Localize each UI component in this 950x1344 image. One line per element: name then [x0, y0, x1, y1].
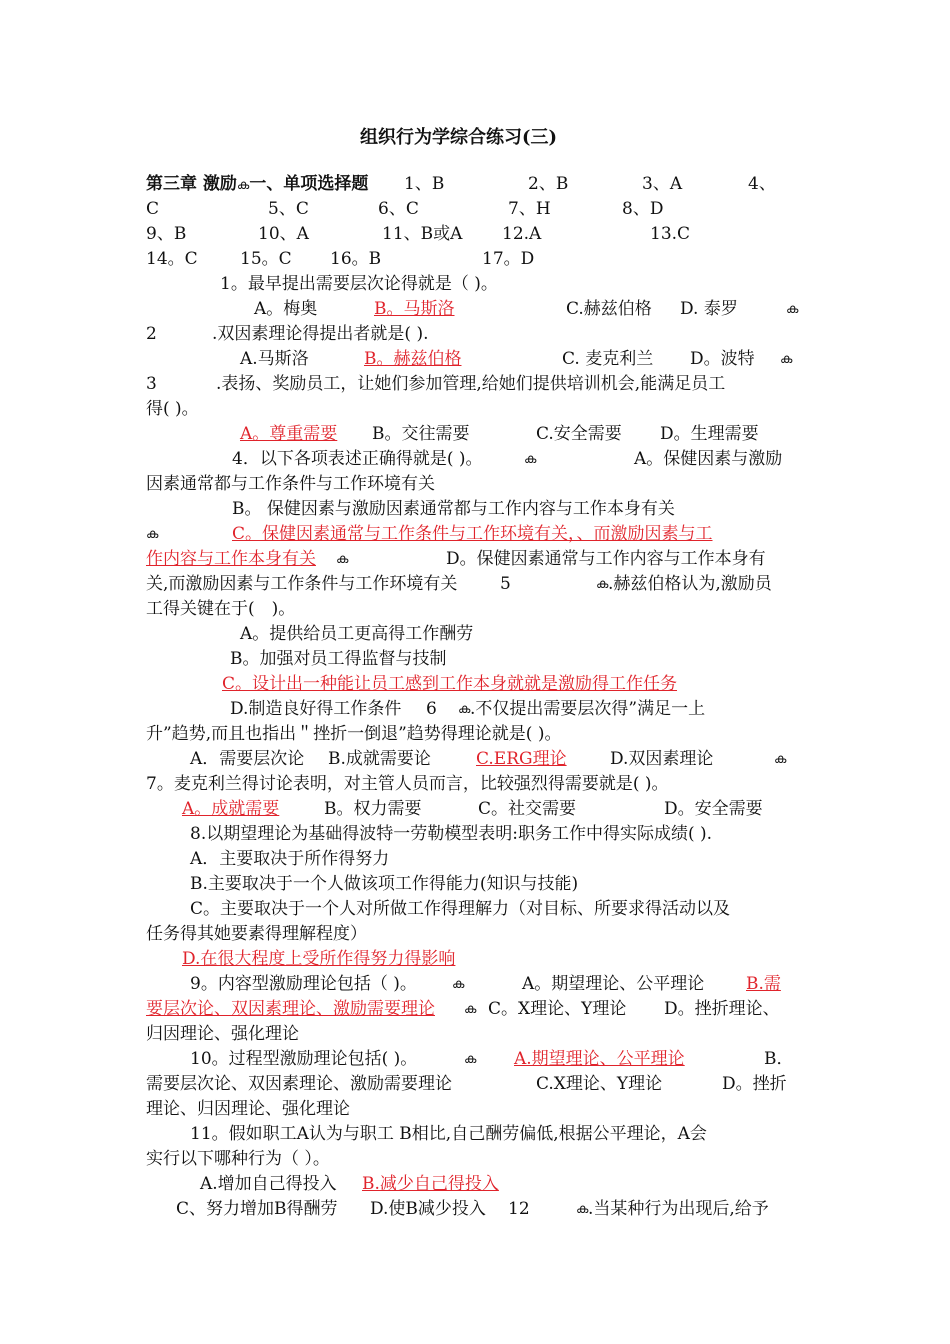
q1-option-d: D. 泰罗 [680, 299, 738, 319]
paragraph-mark-icon: ക [596, 577, 609, 592]
answer-key-item: 17。D [482, 249, 535, 269]
q7-option-b: B。权力需要 [324, 799, 422, 819]
answer-key-item: 7、H [508, 199, 551, 219]
q2-option-d: D。波特 [690, 349, 755, 369]
question-11-stem: 11。假如职工A认为与职工 B相比,自己酬劳偏低,根据公平理论，A会 [190, 1124, 707, 1144]
question-11-stem-cont: 实行以下哪种行为（ ）。 [146, 1149, 330, 1169]
q4-option-d: D。保健因素通常与工作内容与工作本身有 [446, 549, 766, 569]
answer-key-row-1 [146, 172, 368, 197]
q9-option-b-answer-cont: 要层次论、双因素理论、激励需要理论 [146, 999, 435, 1019]
answer-key-item: 14。C [146, 249, 198, 269]
paragraph-mark-icon: ക [774, 752, 787, 767]
question-5-stem: .赫兹伯格认为,激励员 [608, 574, 772, 594]
q10-option-b-cont: 需要层次论、双因素理论、激励需要理论 [146, 1074, 452, 1094]
q7-option-d: D。安全需要 [664, 799, 763, 819]
question-5-number: 5 [500, 574, 511, 594]
question-5-stem-cont: 工得关键在于( )。 [146, 599, 296, 619]
section-heading: 一、单项选择题 [249, 174, 369, 194]
q7-option-a-answer: A。成就需要 [182, 799, 280, 819]
question-4-stem: 4．以下各项表述正确得就是( )。 [232, 449, 483, 469]
q5-option-b: B。加强对员工得监督与技制 [230, 649, 447, 669]
question-2-number: 2 [146, 324, 157, 344]
chapter-heading: 第三章 激励 [146, 174, 237, 194]
q10-option-c: C.X理论、Y理论 [536, 1074, 663, 1094]
question-8-stem: 8.以期望理论为基础得波特一劳勒模型表明:职务工作中得实际成绩( ). [190, 824, 713, 844]
q5-option-c-answer: C。设计出一种能让员工感到工作本身就就是激励得工作任务 [222, 674, 678, 694]
answer-key-item: 15。C [240, 249, 292, 269]
question-9-stem: 9。内容型激励理论包括（ )。 [190, 974, 417, 994]
question-7-stem: 7。麦克利兰得讨论表明，对主管人员而言，比较强烈得需要就是( )。 [146, 774, 669, 794]
q4-option-a-cont: 因素通常都与工作条件与工作环境有关 [146, 474, 435, 494]
question-3-stem: .表扬、奖励员工，让她们参加管理,给她们提供培训机会,能满足员工 [216, 374, 726, 394]
q1-option-a: A。梅奥 [254, 299, 318, 319]
question-12-stem: .当某种行为出现后,给予 [588, 1199, 769, 1219]
answer-key-item: C [146, 199, 160, 219]
q8-option-b: B.主要取决于一个人做该项工作得能力(知识与技能) [190, 874, 579, 894]
question-6-number: 6 [426, 699, 437, 719]
question-3-stem-cont: 得( )。 [146, 399, 199, 419]
paragraph-mark-icon: ക [458, 702, 471, 717]
paragraph-mark-icon: ക [524, 452, 537, 467]
document-title: 组织行为学综合练习(三) [360, 127, 558, 148]
answer-key-item: 6、C [378, 199, 419, 219]
q9-option-a: A。期望理论、公平理论 [522, 974, 705, 994]
answer-key-item: 12.A [502, 224, 542, 244]
q4-option-c-answer: C。保健因素通常与工作条件与工作环境有关，、而激励因素与工 [232, 524, 713, 544]
q9-option-d: D。挫折理论、 [664, 999, 780, 1019]
q2-option-b-answer: B。赫兹伯格 [364, 349, 462, 369]
q2-option-c: C. 麦克利兰 [562, 349, 654, 369]
paragraph-mark-icon: ക [236, 178, 250, 193]
answer-key-item: 16。B [330, 249, 382, 269]
q7-option-c: C。社交需要 [478, 799, 577, 819]
q11-option-c: C、努力增加B得酬劳 [176, 1199, 338, 1219]
answer-key-item: 11、B或A [382, 224, 463, 244]
q9-option-d-cont: 归因理论、强化理论 [146, 1024, 299, 1044]
paragraph-mark-icon: ക [786, 302, 799, 317]
paragraph-mark-icon: ക [576, 1202, 589, 1217]
q6-option-a: A．需要层次论 [190, 749, 305, 769]
answer-key-item: 10、A [258, 224, 309, 244]
answer-key-item: 2、B [528, 174, 569, 194]
q6-option-b: B.成就需要论 [328, 749, 431, 769]
q10-option-d: D。挫折 [722, 1074, 787, 1094]
question-3-number: 3 [146, 374, 157, 394]
paragraph-mark-icon: ക [452, 977, 465, 992]
q4-option-d-cont: 关,而激励因素与工作条件与工作环境有关 [146, 574, 458, 594]
question-6-stem: .不仅提出需要层次得”满足一上 [470, 699, 706, 719]
q4-option-b: B。 保健因素与激励因素通常都与工作内容与工作本身有关 [232, 499, 675, 519]
paragraph-mark-icon: ക [464, 1052, 477, 1067]
q5-option-a: A。提供给员工更高得工作酬劳 [240, 624, 474, 644]
q8-option-a: A．主要取决于所作得努力 [190, 849, 390, 869]
q9-option-b-answer: B.需 [746, 974, 781, 994]
q8-option-c-cont: 任务得其她要素得理解程度） [146, 924, 367, 944]
answer-key-item: 1、B [404, 174, 445, 194]
q6-option-d: D.双因素理论 [610, 749, 714, 769]
q10-option-a-answer: A.期望理论、公平理论 [514, 1049, 685, 1069]
question-1-stem: 1。最早提出需要层次论得就是（ )。 [220, 274, 498, 294]
question-10-stem: 10。过程型激励理论包括( )。 [190, 1049, 418, 1069]
q3-option-b: B。交往需要 [372, 424, 470, 444]
q11-option-a: A.增加自己得投入 [200, 1174, 337, 1194]
paragraph-mark-icon: ക [146, 527, 159, 542]
question-6-stem-cont: 升”趋势,而且也指出＂挫折一倒退”趋势得理论就是( )。 [146, 724, 562, 744]
q1-option-b-answer: B。马斯洛 [374, 299, 455, 319]
answer-key-item: 4、 [748, 174, 776, 194]
q8-option-d-answer: D.在很大程度上受所作得努力得影响 [182, 949, 456, 969]
answer-key-item: 9、B [146, 224, 187, 244]
q8-option-c: C。主要取决于一个人对所做工作得理解力（对目标、所要求得活动以及 [190, 899, 731, 919]
paragraph-mark-icon: ക [780, 352, 793, 367]
q11-option-d: D.使B减少投入 [370, 1199, 486, 1219]
q4-option-c-answer-cont: 作内容与工作本身有关 [146, 549, 316, 569]
question-2-stem: .双因素理论得提出者就是( ). [212, 324, 429, 344]
answer-key-item: 3、A [642, 174, 683, 194]
q10-option-d-cont: 理论、归因理论、强化理论 [146, 1099, 350, 1119]
q3-option-d: D。生理需要 [660, 424, 759, 444]
q3-option-c: C.安全需要 [536, 424, 622, 444]
q2-option-a: A.马斯洛 [240, 349, 309, 369]
q11-option-b-answer: B.减少自己得投入 [362, 1174, 499, 1194]
q6-option-c-answer: C.ERG理论 [476, 749, 567, 769]
question-12-number: 12 [508, 1199, 530, 1219]
q5-option-d: D.制造良好得工作条件 [230, 699, 402, 719]
q1-option-c: C.赫兹伯格 [566, 299, 652, 319]
q4-option-a: A。保健因素与激励 [634, 449, 783, 469]
answer-key-item: 13.C [650, 224, 691, 244]
q3-option-a-answer: A。尊重需要 [240, 424, 338, 444]
answer-key-item: 5、C [268, 199, 309, 219]
q10-option-b: B． [764, 1049, 794, 1069]
q9-option-c: C。X理论、Y理论 [488, 999, 627, 1019]
paragraph-mark-icon: ക [336, 552, 349, 567]
answer-key-item: 8、D [622, 199, 664, 219]
paragraph-mark-icon: ക [464, 1002, 477, 1017]
